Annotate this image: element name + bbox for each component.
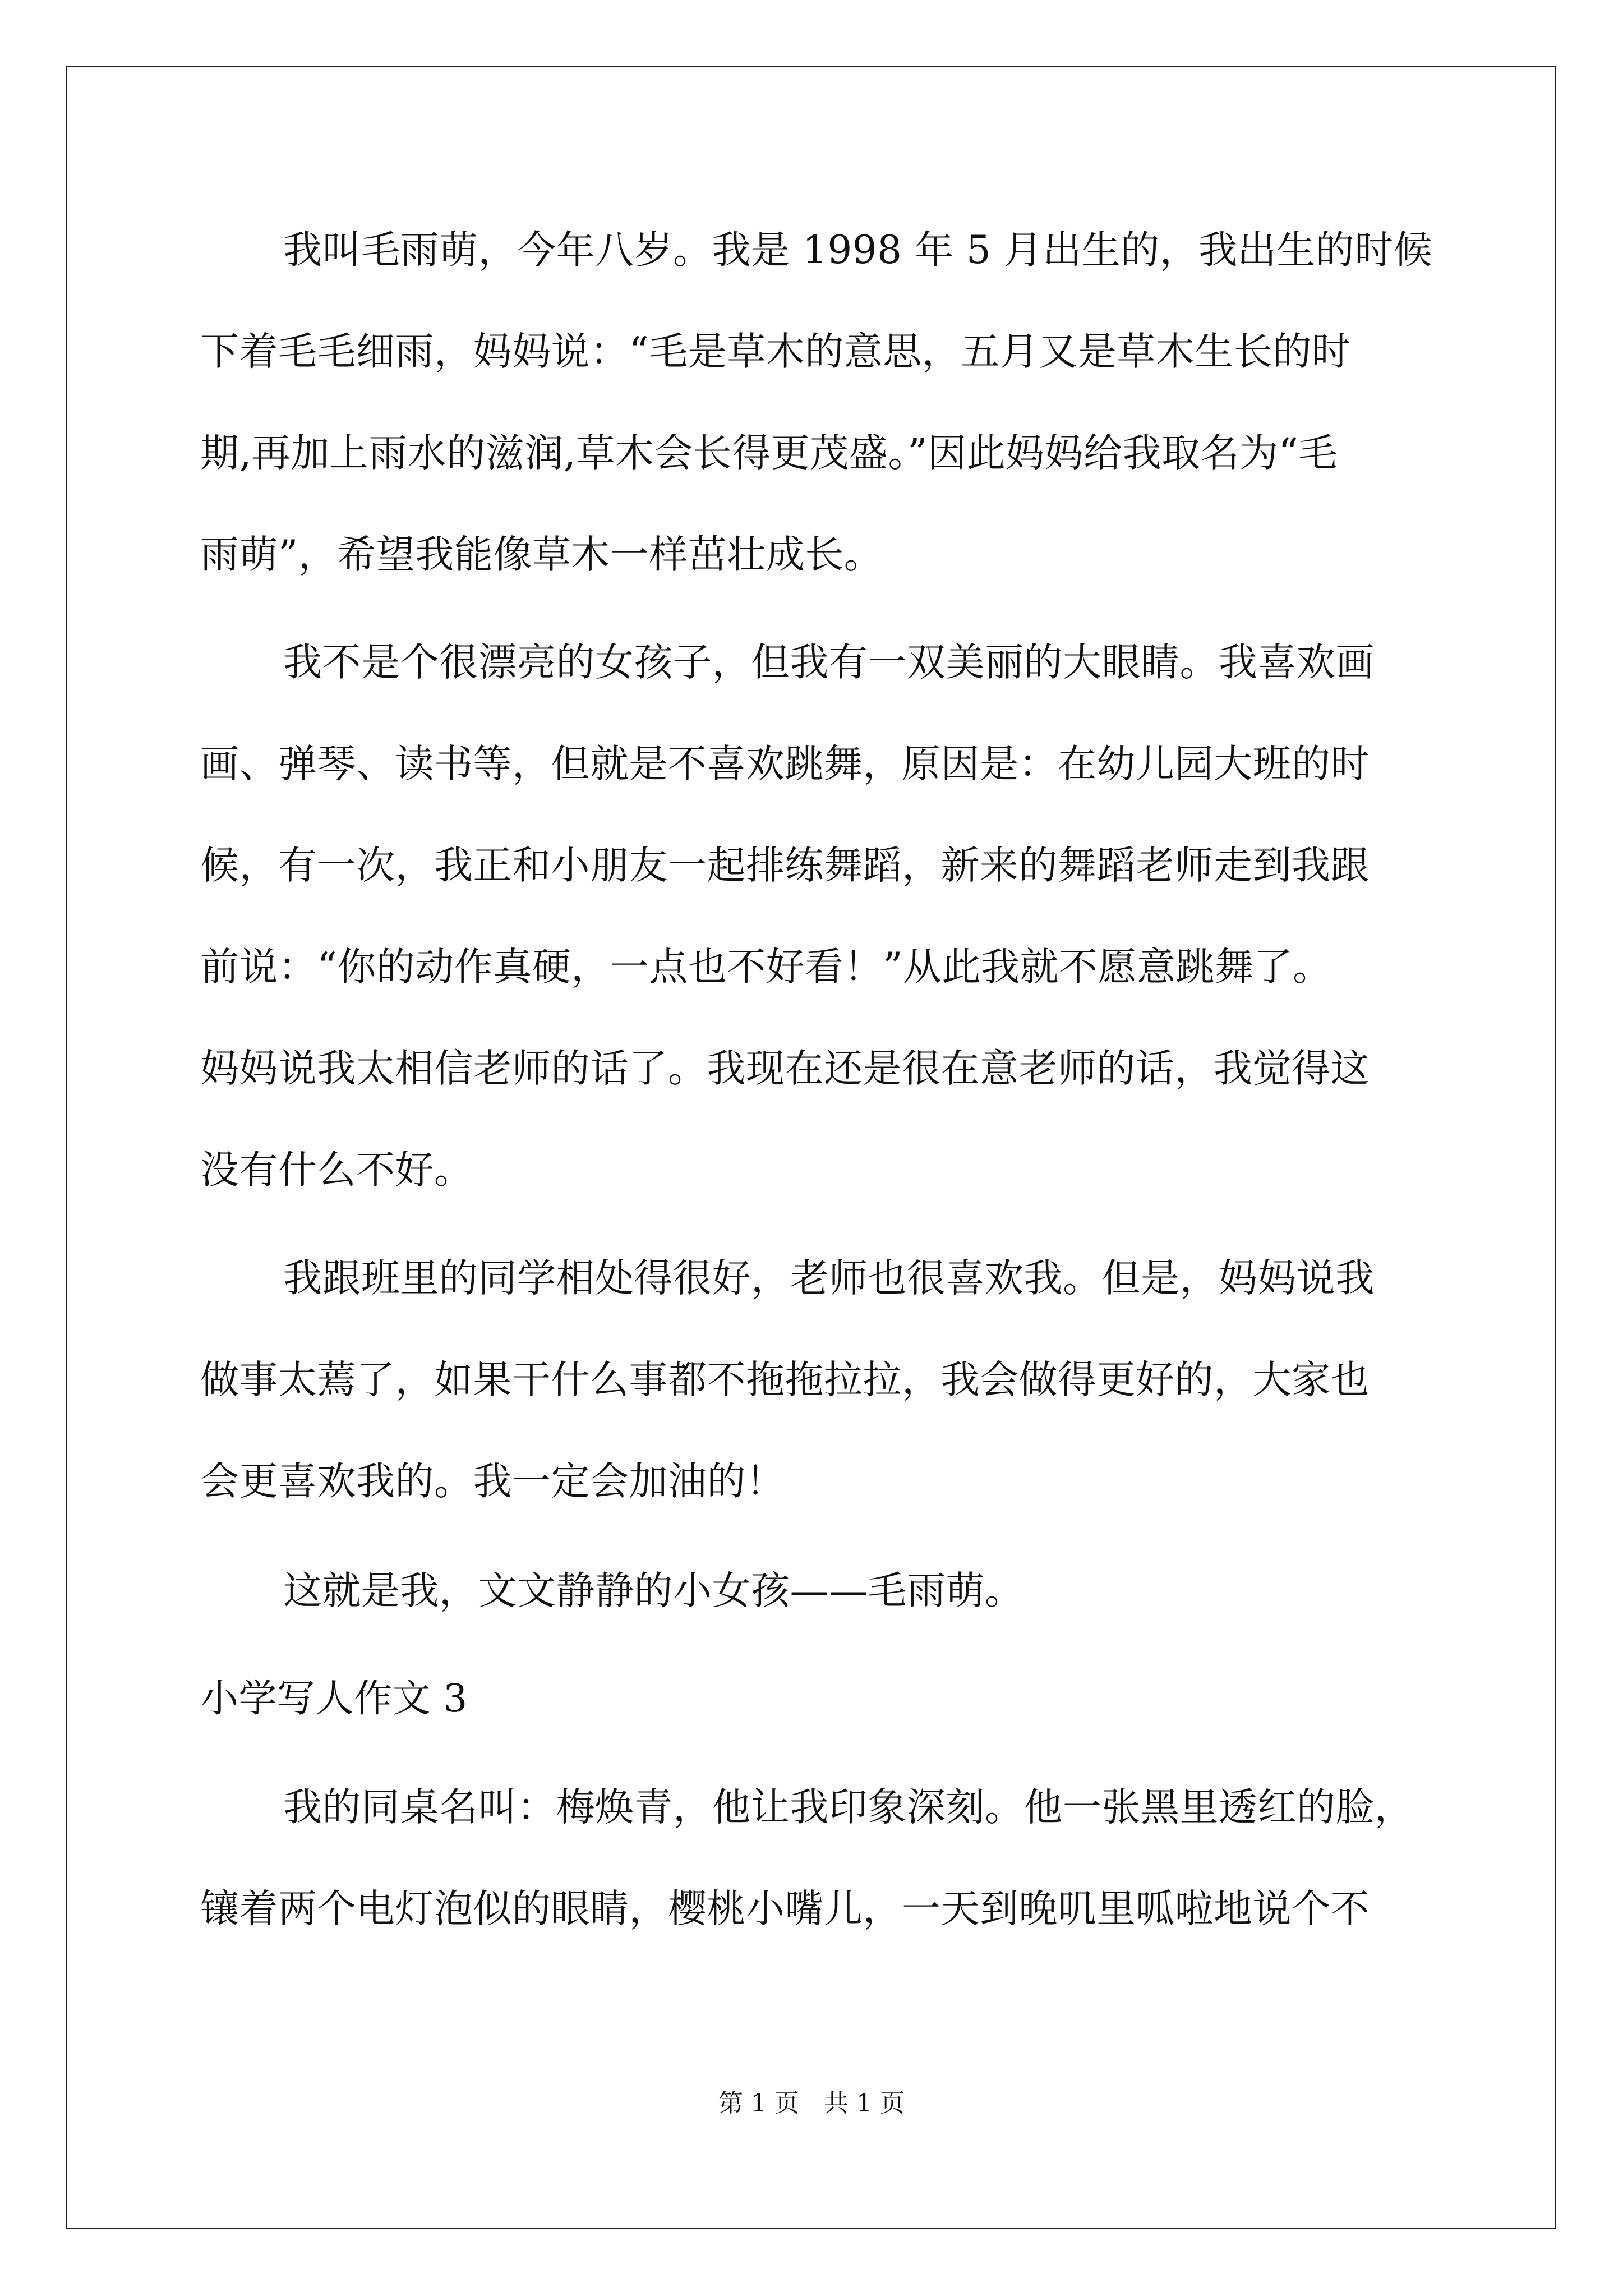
paragraph-line: 镶着两个电灯泡似的眼睛，樱桃小嘴儿，一天到晚叽里呱啦地说个不 — [200, 1887, 1370, 1931]
paragraph-line: 画、弹琴、读书等，但就是不喜欢跳舞，原因是：在幼儿园大班的时 — [200, 742, 1370, 786]
paragraph-line: 我不是个很漂亮的女孩子，但我有一双美丽的大眼睛。我喜欢画 — [283, 640, 1375, 685]
paragraph-line: 这就是我，文文静静的小女孩——毛雨萌。 — [283, 1568, 1024, 1613]
paragraph-line: 候，有一次，我正和小朋友一起排练舞蹈，新来的舞蹈老师走到我跟 — [200, 843, 1370, 888]
page-number: 第 1 页 共 1 页 — [718, 2089, 905, 2118]
paragraph-line: 妈妈说我太相信老师的话了。我现在还是很在意老师的话，我觉得这 — [200, 1046, 1370, 1091]
paragraph-line: 下着毛毛细雨，妈妈说：“毛是草木的意思，五月又是草木生长的时 — [200, 329, 1351, 374]
paragraph-line: 前说：“你的动作真硬，一点也不好看！”从此我就不愿意跳舞了。 — [200, 945, 1332, 990]
section-heading: 小学写人作文 3 — [200, 1677, 468, 1721]
paragraph-line: 我叫毛雨萌，今年八岁。我是 1998 年 5 月出生的，我出生的时候 — [283, 228, 1433, 273]
paragraph-line: 会更喜欢我的。我一定会加油的！ — [200, 1459, 785, 1504]
paragraph-line: 没有什么不好。 — [200, 1148, 473, 1193]
paragraph-line: 我的同桌名叫：梅焕青，他让我印象深刻。他一张黑里透红的脸， — [283, 1785, 1414, 1830]
paragraph-line: 做事太蔫了，如果干什么事都不拖拖拉拉，我会做得更好的，大家也 — [200, 1358, 1370, 1402]
paragraph-line: 雨萌”，希望我能像草木一样茁壮成长。 — [200, 532, 883, 577]
paragraph-line: 期,再加上雨水的滋润,草木会长得更茂盛。”因此妈妈给我取名为“毛 — [200, 431, 1338, 476]
paragraph-line: 我跟班里的同学相处得很好，老师也很喜欢我。但是，妈妈说我 — [283, 1256, 1375, 1301]
